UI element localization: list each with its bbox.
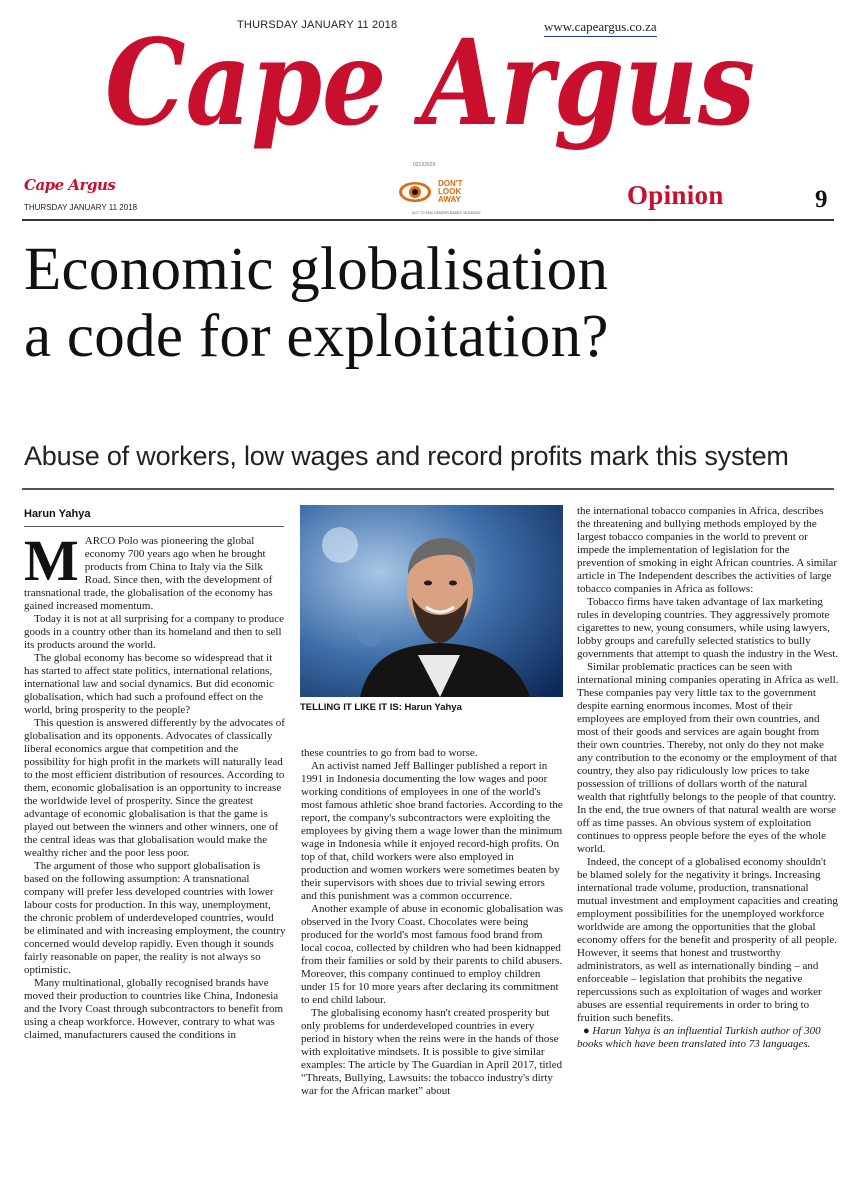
small-logo: Cape Argus	[24, 176, 116, 194]
headline-line-1: Economic globalisation	[24, 236, 609, 303]
masthead-date: THURSDAY JANUARY 11 2018	[237, 19, 398, 31]
masthead-logo	[100, 12, 760, 150]
paragraph: Indeed, the concept of a globalised economy shouldn't be blamed solely for the negativity it brings. Increasing international trade volume, production, transnational mutual investment and employment capacities and creating employment possibilities for the unemployed workforce worldwide are among the opportunities that the global economy offers for the benefit and prosperity of all people. However, it seems that honest and trustworthy administrators, as well as internationally binding – and enforceable – legislation that prohibits the negative repercussions such as exploitation of wages and worker abuses are essential requirements in order to bring to fruition such benefits.	[577, 856, 838, 1024]
headline-line-2: a code for exploitation?	[24, 303, 609, 370]
logo-wordmark: Cape Argus	[105, 13, 755, 150]
paragraph: MARCO Polo was pioneering the global economy 700 years ago when he brought products from China to Italy via the Silk Road. Since then, with the development of transnational trade, the globalisation of the economy has gained increased momentum.	[24, 528, 273, 612]
masthead-url[interactable]: www.capeargus.co.za	[544, 19, 657, 37]
page-number: 9	[815, 186, 828, 213]
paragraph: The argument of those who support globalisation is based on the following assumption: A transnational company will prefer less developed countries with lower labour costs for production. In this way, unemployment, the chronic problem of underdeveloped countries, would be eliminated and with increasing employment, the country concerned would develop rapidly. Even though it sounds fairly reasonable on paper, the reality is not always so optimistic.	[24, 860, 286, 976]
paragraph: Many multinational, globally recognised brands have moved their production to countries like China, Indonesia and the Ivory Coast through subcontractors to benefit from using a cheap workforce. However, contrary to what was claimed, manufacturers caused the conditions in	[24, 977, 284, 1041]
campaign-wordmark: DON'T LOOK AWAY	[438, 179, 463, 204]
headline	[24, 236, 834, 370]
print-code: 02132629	[413, 162, 436, 168]
drop-cap: M	[24, 528, 79, 593]
author-photo	[300, 505, 563, 697]
subhead-rule	[22, 488, 834, 490]
paragraph: Similar problematic practices can be seen with international mining companies operating in Africa as well. These companies pay very little tax to the government despite earning enormous incomes. Most of their employees are employed from their own countries, and most of their goods and services are again bought from their own countries. Thereby, not only do they not make any contribution to the economy or the employment of that country, they also pay ridiculously low prices to take possession of trillions of dollars worth of the natural wealth that rightfully belongs to the people of that country. In the end, the true owners of that natural wealth are worse off as time passes. An obvious system of exploitation continues to oppress people before the eyes of the whole world.	[577, 661, 839, 855]
article-column-2	[301, 747, 563, 1098]
article-column-3	[577, 505, 839, 1051]
bullet-icon: ●	[583, 1025, 593, 1037]
subheadline: Abuse of workers, low wages and record profits mark this system	[24, 441, 789, 471]
author-bio: ● Harun Yahya is an influential Turkish author of 300 books which have been translated into 73 languages.	[577, 1025, 821, 1050]
article-column-1	[24, 528, 286, 1042]
paragraph: these countries to go from bad to worse.	[301, 747, 478, 759]
campaign-tagline: ACT TO END GENDER-BASED VIOLENCE	[412, 211, 481, 215]
page-date: THURSDAY JANUARY 11 2018	[24, 203, 138, 212]
section-name: Opinion	[627, 180, 724, 210]
paragraph: Another example of abuse in economic globalisation was observed in the Ivory Coast. Chocolates were being produced for the world's most famous food brand from local cocoa, collected by children who had been kidnapped from their families or sold by their parents to child abusers. Moreover, this company continued to employ children under 15 for 10 more years after declaring its commitment to end child labour.	[301, 903, 564, 1006]
paragraph: An activist named Jeff Ballinger published a report in 1991 in Indonesia documenting the low wages and poor working conditions of employees in one of the world's most famous athletic shoe brand factories. According to the report, the company's subcontractors were exploiting the employees by giving them a wage lower than the minimum wage in Indonesia while it enjoyed record-high profits. On top of that, child workers were also employed in production and women workers were sometimes beaten by their supervisors with shoes due to trivial sewing errors and this punishment was a common occurrence.	[301, 760, 563, 902]
paragraph: The globalising economy hasn't created prosperity but only problems for underdeveloped countries in every period in history when the reins were in the hands of those with exploitative mindsets. It is possible to give similar examples: The article by The Guardian in April 2017, titled “Threats, Bullying, Lawsuits: the tobacco industry's dirty war for the African market” about	[301, 1007, 563, 1097]
byline-rule	[24, 526, 284, 527]
header-rule	[22, 219, 834, 221]
byline: Harun Yahya	[24, 508, 91, 520]
paragraph: This question is answered differently by the advocates of globalisation and its opponents. Advocates of classically liberal economics argue that competition and the possibility for high profit in the markets will naturally lead to the most efficient distribution of resources. According to them, economic globalisation is an opportunity to increase the worldwide level of prosperity. Since the greatest advantage of economic globalisation is that the game is played out between the winners and other winners, one of the central ideas was that globalisation would make the wealthy richer and the poor less poor.	[24, 717, 285, 859]
paragraph: Tobacco firms have taken advantage of lax marketing rules in developing countries. They aggressively promote cigarettes to new, young consumers, while using lawyers, lobby groups and carefully selected statistics to bully governments that attempt to quash the industry in the West.	[577, 596, 839, 660]
paragraph: Today it is not at all surprising for a company to produce goods in a country other than its homeland and then to sell its products around the world.	[24, 613, 285, 651]
photo-caption: TELLING IT LIKE IT IS: Harun Yahya	[300, 702, 462, 713]
paragraph: The global economy has become so widespread that it has started to affect state politics, international relations, international law and social dynamics. But did economic globalisation, which had such a profound effect on the world, bring prosperity to the people?	[24, 652, 274, 716]
paragraph: the international tobacco companies in Africa, describes the threatening and bullying methods employed by the largest tobacco companies in the world to prevent or impede the implementation of legislation for the prevention of smoking in eight African countries. A similar article in The Independent describes the activities of large tobacco companies in Africa as follows:	[577, 505, 837, 595]
